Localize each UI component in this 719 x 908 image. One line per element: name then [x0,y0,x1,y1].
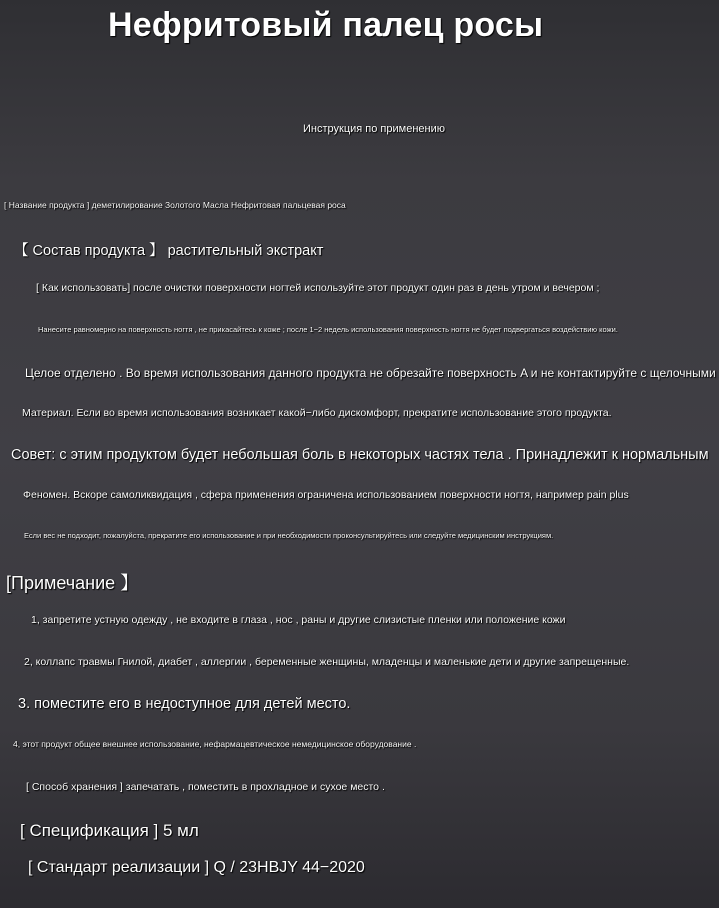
subtitle: Инструкция по применению [303,123,445,135]
note-item-2: 2, коллапс травмы Гнилой, диабет , аллергии , беременные женщины, младенцы и маленькие дети и другие запрещенные. [24,656,630,668]
note-item-3: 3. поместите его в недоступное для детей место. [18,696,351,712]
composition-line: 【 Состав продукта 】 растительный экстракт [14,243,324,259]
usage-line-2: Нанесите равномерно на поверхность ногтя , не прикасайтесь к коже ; после 1−2 недель использования поверхность ногтя не будет подвергаться воздействию кожи. [38,325,618,334]
advice-line-1: Совет: с этим продуктом будет небольшая боль в некоторых частях тела . Принадлежит к нормальным [11,447,709,463]
usage-line-4: Материал. Если во время использования возникает какой−либо дискомфорт, прекратите использование этого продукта. [22,407,612,419]
page-title: Нефритовый палец росы [108,6,544,44]
note-item-1: 1, запретите устную одежду , не входите в глаза , нос , раны и другие слизистые пленки или положение кожи [31,614,566,626]
product-name-line: [ Название продукта ] деметилирование Золотого Масла Нефритовая пальцевая роса [4,200,346,210]
specification-line: [ Спецификация ] 5 мл [20,821,199,840]
storage-line: [ Способ хранения ] запечатать , поместить в прохладное и сухое место . [26,781,385,793]
standard-line: [ Стандарт реализации ] Q / 23HBJY 44−2020 [28,859,365,876]
note-item-4: 4, этот продукт общее внешнее использование, нефармацевтическое немедицинское оборудование . [13,739,417,749]
note-heading: [Примечание 】 [6,573,139,593]
advice-line-2: Феномен. Вскоре самоликвидация , сфера применения ограничена использованием поверхности ногтя, например pain plus [23,489,629,501]
usage-line-1: [ Как использовать] после очистки поверхности ногтей используйте этот продукт один раз в день утром и вечером ; [36,282,600,294]
usage-line-3: Целое отделено . Во время использования данного продукта не обрезайте поверхность A и не контактируйте с щелочными [25,366,716,380]
advice-line-3: Если вес не подходит, пожалуйста, прекратите его использование и при необходимости проконсультируйтесь или следуйте медицинским инструкциям. [24,531,554,540]
